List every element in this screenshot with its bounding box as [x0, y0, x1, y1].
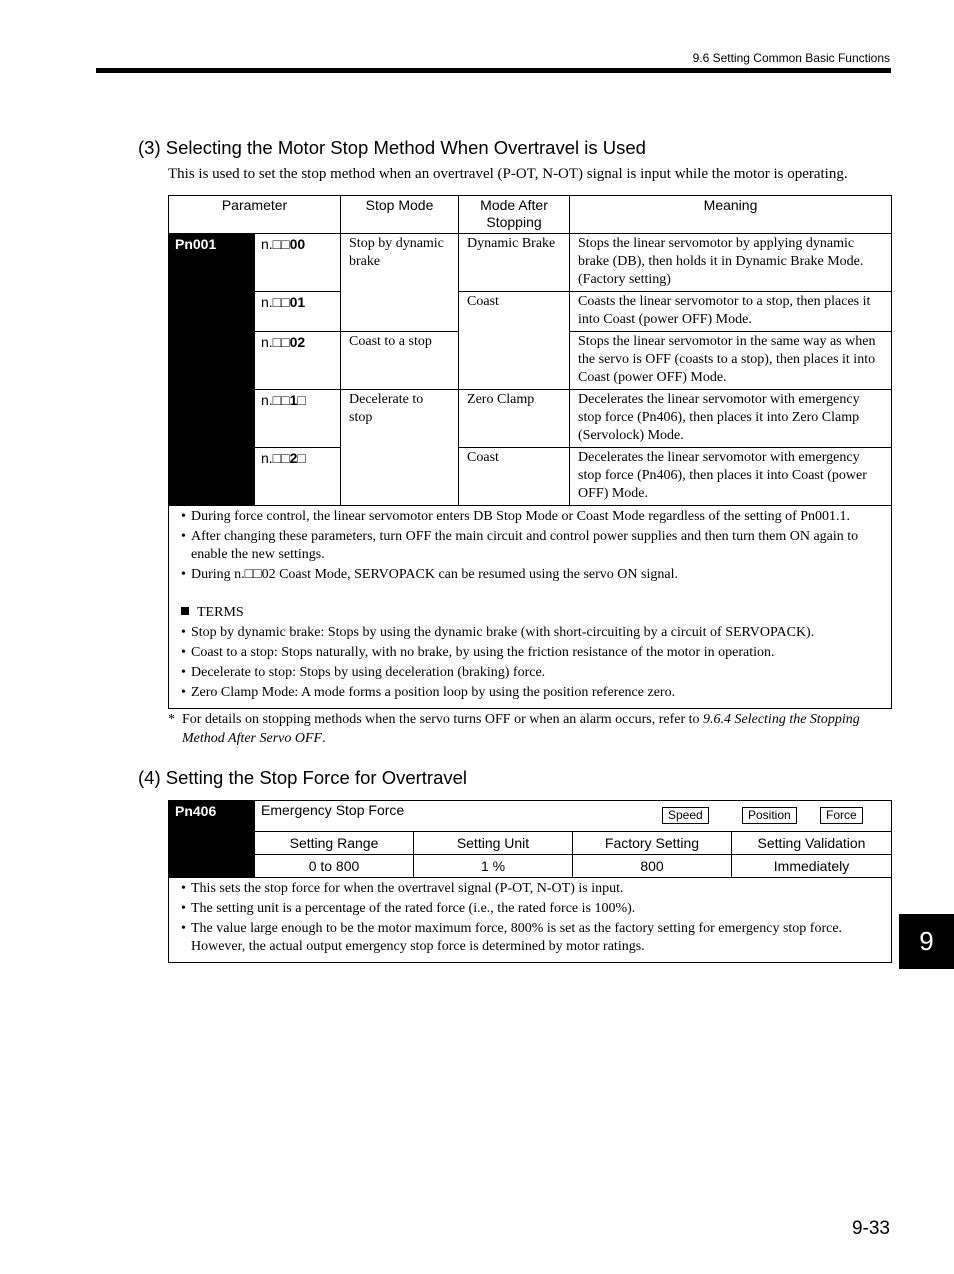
header-setting-range: Setting Range — [255, 832, 414, 855]
header-setting-validation: Setting Validation — [732, 832, 892, 855]
note-item: • The value large enough to be the motor maximum force, 800% is set as the factory setting for emergency stop force. However, the actual output emergency stop force is determined by motor ratings. — [181, 920, 881, 956]
value-setting-validation: Immediately — [732, 855, 892, 878]
term-item: • Coast to a stop: Stops naturally, with no brake, by using the friction resistance of the motor in operation. — [181, 644, 881, 662]
meaning-cell: Decelerates the linear servomotor with emergency stop force (Pn406), then places it into Zero Clamp (Servolock) Mode. — [570, 390, 892, 448]
term-item: • Decelerate to stop: Stops by using deceleration (braking) force. — [181, 664, 881, 682]
chapter-tab: 9 — [899, 914, 954, 969]
square-bullet-icon — [181, 607, 189, 615]
setting-code: n.□□02 — [255, 332, 341, 390]
parameter-title: Emergency Stop Force — [261, 802, 405, 818]
notes-cell — [169, 506, 892, 709]
meaning-cell: Stops the linear servomotor by applying dynamic brake (DB), then holds it in Dynamic Brake Mode. (Factory setting) — [570, 234, 892, 292]
cross-reference-link[interactable]: 9.6.4 Selecting the Stopping Method After Servo OFF — [182, 712, 860, 746]
note-item: • During force control, the linear servomotor enters DB Stop Mode or Coast Mode regardless of the setting of Pn001.1. — [181, 508, 881, 526]
section-4-heading: (4) Setting the Stop Force for Overtravel — [138, 767, 468, 788]
page-number: 9-33 — [851, 1218, 890, 1239]
after-mode-cell: Coast — [459, 292, 570, 390]
pn406-header-row — [169, 832, 892, 855]
after-mode-cell: Coast — [459, 448, 570, 506]
speed-badge: Speed — [662, 807, 709, 824]
pn406-notes-list — [181, 880, 881, 956]
after-mode-cell: Zero Clamp — [459, 390, 570, 448]
note-item: • The setting unit is a percentage of the rated force (i.e., the rated force is 100%). — [181, 900, 881, 918]
header-rule — [96, 68, 891, 73]
pn406-notes-row — [169, 878, 892, 963]
setting-code: n.□□00 — [255, 234, 341, 292]
table-row — [169, 292, 892, 332]
meaning-cell: Coasts the linear servomotor to a stop, then places it into Coast (power OFF) Mode. — [570, 292, 892, 332]
setting-code: n.□□1□ — [255, 390, 341, 448]
position-badge: Position — [742, 807, 797, 824]
table-header-row — [169, 196, 892, 234]
section-3-heading: (3) Selecting the Motor Stop Method When Overtravel is Used — [138, 137, 646, 158]
header-meaning: Meaning — [570, 196, 892, 234]
pn406-value-row — [169, 855, 892, 878]
header-setting-unit: Setting Unit — [414, 832, 573, 855]
terms-heading: TERMS — [181, 604, 881, 622]
force-badge: Force — [820, 807, 863, 824]
stop-mode-cell: Coast to a stop — [341, 332, 459, 390]
value-setting-unit: 1 % — [414, 855, 573, 878]
setting-code: n.□□2□ — [255, 448, 341, 506]
pn406-title-row — [169, 801, 892, 832]
meaning-cell: Stops the linear servomotor in the same way as when the servo is OFF (coasts to a stop), then places it into Coast (power OFF) Mode. — [570, 332, 892, 390]
header-stop-mode: Stop Mode — [341, 196, 459, 234]
pn406-notes-cell — [169, 878, 892, 963]
note-item: • This sets the stop force for when the overtravel signal (P-OT, N-OT) is input. — [181, 880, 881, 898]
note-item: • After changing these parameters, turn OFF the main circuit and control power supplies and then turn them ON again to enable the new settings. — [181, 528, 881, 564]
footnote-marker: * — [168, 712, 175, 727]
header-parameter: Parameter — [169, 196, 341, 234]
stop-method-table — [168, 195, 892, 709]
stop-mode-cell: Stop by dynamic brake — [341, 234, 459, 332]
note-item: • During n.□□02 Coast Mode, SERVOPACK can be resumed using the servo ON signal. — [181, 566, 881, 584]
term-item: • Zero Clamp Mode: A mode forms a position loop by using the position reference zero. — [181, 684, 881, 702]
table-row — [169, 390, 892, 448]
table-row — [169, 448, 892, 506]
after-mode-cell: Dynamic Brake — [459, 234, 570, 292]
section-3-intro: This is used to set the stop method when an overtravel (P-OT, N-OT) signal is input while the motor is operating. — [168, 166, 848, 182]
table-row — [169, 234, 892, 292]
pn406-title-cell — [255, 801, 892, 832]
param-pn001: Pn001 — [169, 234, 255, 506]
param-pn406: Pn406 — [169, 801, 255, 878]
terms-list — [181, 624, 881, 702]
running-header: 9.6 Setting Common Basic Functions — [692, 51, 890, 65]
header-factory-setting: Factory Setting — [573, 832, 732, 855]
value-setting-range: 0 to 800 — [255, 855, 414, 878]
stop-mode-cell: Decelerate to stop — [341, 390, 459, 506]
meaning-cell: Decelerates the linear servomotor with emergency stop force (Pn406), then places it into Coast (power OFF) Mode. — [570, 448, 892, 506]
header-mode-after-stopping: Mode After Stopping — [459, 196, 570, 234]
notes-list — [181, 508, 881, 584]
notes-row — [169, 506, 892, 709]
pn406-table — [168, 800, 892, 963]
value-factory-setting: 800 — [573, 855, 732, 878]
term-item: • Stop by dynamic brake: Stops by using the dynamic brake (with short-circuiting by a circuit of SERVOPACK). — [181, 624, 881, 642]
footnote: * For details on stopping methods when the servo turns OFF or when an alarm occurs, refer to 9.6.4 Selecting the Stopping Method After Servo OFF. — [168, 712, 860, 746]
setting-code: n.□□01 — [255, 292, 341, 332]
